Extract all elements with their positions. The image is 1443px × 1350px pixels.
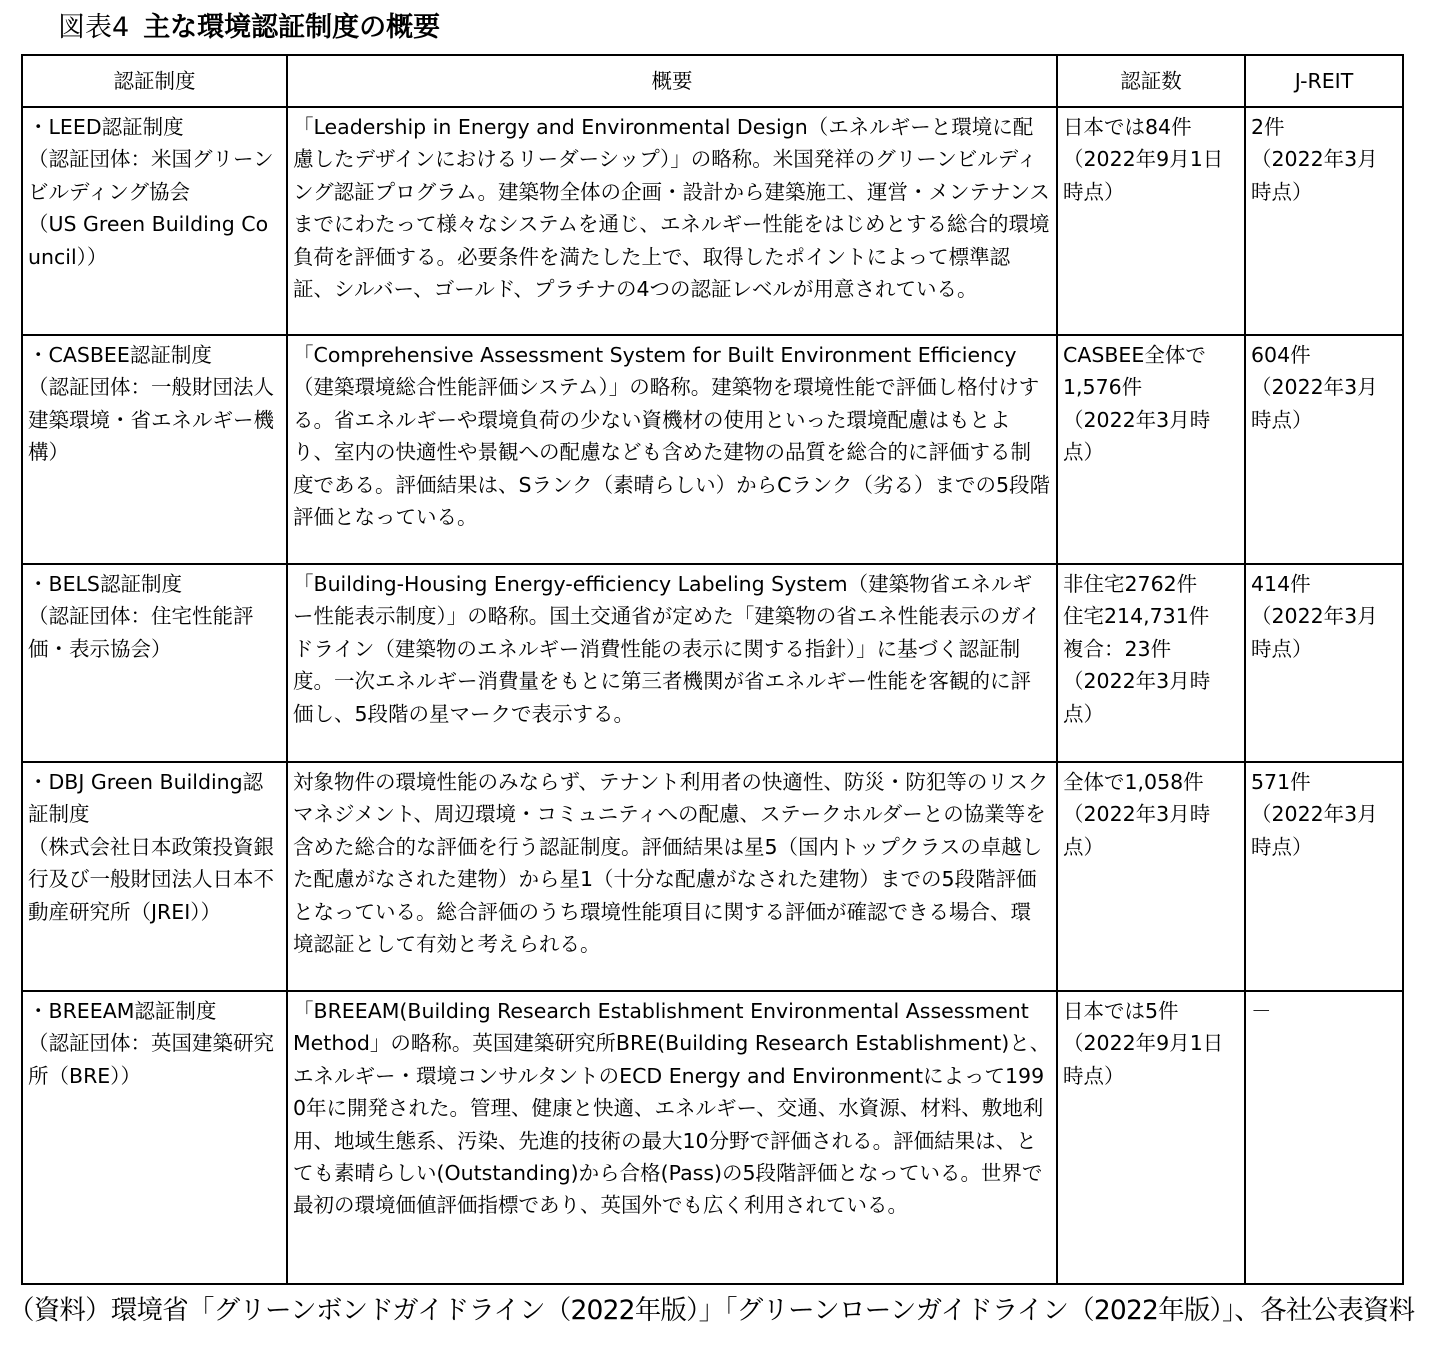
header-count: 認証数: [1057, 55, 1245, 107]
source-note: （資料）環境省「グリーンボンドガイドライン（2022年版）」「グリーンローンガイドライン（2022年版）」、各社公表資料: [8, 1295, 1415, 1326]
table-row-leed: [22, 107, 1403, 335]
table-row-casbee: [22, 335, 1403, 564]
header-system: 認証制度: [22, 55, 287, 107]
cell-jreit: 604件 （2022年3月時点）: [1245, 335, 1403, 564]
cell-jreit: 2件 （2022年3月時点）: [1245, 107, 1403, 335]
cell-jreit: 571件 （2022年3月時点）: [1245, 762, 1403, 991]
figure-number: 図表4: [58, 12, 130, 43]
cell-count: 日本では5件 （2022年9月1日時点）: [1057, 991, 1245, 1284]
cell-system: ・BELS認証制度 （認証団体：住宅性能評価・表示協会）: [22, 564, 287, 762]
header-jreit: J-REIT: [1245, 55, 1403, 107]
cell-count: 日本では84件 （2022年9月1日時点）: [1057, 107, 1245, 335]
cell-jreit: －: [1245, 991, 1403, 1284]
table-row-dbj: [22, 762, 1403, 991]
figure-title-text: 主な環境認証制度の概要: [143, 12, 441, 43]
cell-system: ・DBJ Green Building認証制度 （株式会社日本政策投資銀行及び一般財団法人日本不動産研究所（JREI））: [22, 762, 287, 991]
figure-title: [58, 8, 440, 48]
cell-overview: 「BREEAM(Building Research Establishment Environmental Assessment Method」の略称。英国建築研究所BRE(Building Research Establishment)と、エネルギー・環境コンサルタントのECD Energy and Environmentによって1990年に開発された。管理、健康と快適、エネルギー、交通、水資源、材料、敷地利用、地域生態系、汚染、先進的技術の最大10分野で評価される。評価結果は、とても素晴らしい(Outstanding)から合格(Pass)の5段階評価となっている。世界で最初の環境価値評価指標であり、英国外でも広く利用されている。: [287, 991, 1057, 1284]
header-overview: 概要: [287, 55, 1057, 107]
table-row-breeam: [22, 991, 1403, 1284]
certification-table: [21, 54, 1404, 1285]
cell-count: 非住宅2762件 住宅214,731件 複合：23件 （2022年3月時点）: [1057, 564, 1245, 762]
cell-count: CASBEE全体で 1,576件 （2022年3月時点）: [1057, 335, 1245, 564]
cell-jreit: 414件 （2022年3月時点）: [1245, 564, 1403, 762]
table-header-row: [22, 55, 1403, 107]
table-row-bels: [22, 564, 1403, 762]
cell-system: ・LEED認証制度 （認証団体：米国グリーンビルディング協会 （US Green Building Council））: [22, 107, 287, 335]
cell-overview: 「Leadership in Energy and Environmental Design（エネルギーと環境に配慮したデザインにおけるリーダーシップ）」の略称。米国発祥のグリーンビルディング認証プログラム。建築物全体の企画・設計から建築施工、運営・メンテナンスまでにわたって様々なシステムを通じ、エネルギー性能をはじめとする総合的環境負荷を評価する。必要条件を満たした上で、取得したポイントによって標準認証、シルバー、ゴールド、プラチナの4つの認証レベルが用意されている。: [287, 107, 1057, 335]
cell-overview: 「Comprehensive Assessment System for Built Environment Efficiency（建築環境総合性能評価システム）」の略称。建築物を環境性能で評価し格付けする。省エネルギーや環境負荷の少ない資機材の使用といった環境配慮はもとより、室内の快適性や景観への配慮なども含めた建物の品質を総合的に評価する制度である。評価結果は、Sランク（素晴らしい）からCランク（劣る）までの5段階評価となっている。: [287, 335, 1057, 564]
cell-overview: 対象物件の環境性能のみならず、テナント利用者の快適性、防災・防犯等のリスクマネジメント、周辺環境・コミュニティへの配慮、ステークホルダーとの協業等を含めた総合的な評価を行う認証制度。評価結果は星5（国内トップクラスの卓越した配慮がなされた建物）から星1（十分な配慮がなされた建物）までの5段階評価となっている。総合評価のうち環境性能項目に関する評価が確認できる場合、環境認証として有効と考えられる。: [287, 762, 1057, 991]
cell-count: 全体で1,058件 （2022年3月時点）: [1057, 762, 1245, 991]
cell-system: ・CASBEE認証制度 （認証団体：一般財団法人建築環境・省エネルギー機構）: [22, 335, 287, 564]
cell-overview: 「Building-Housing Energy-efficiency Labeling System（建築物省エネルギー性能表示制度）」の略称。国土交通省が定めた「建築物の省エネ性能表示のガイドライン（建築物のエネルギー消費性能の表示に関する指針）」に基づく認証制度。一次エネルギー消費量をもとに第三者機関が省エネルギー性能を客観的に評価し、5段階の星マークで表示する。: [287, 564, 1057, 762]
cell-system: ・BREEAM認証制度 （認証団体：英国建築研究所（BRE））: [22, 991, 287, 1284]
